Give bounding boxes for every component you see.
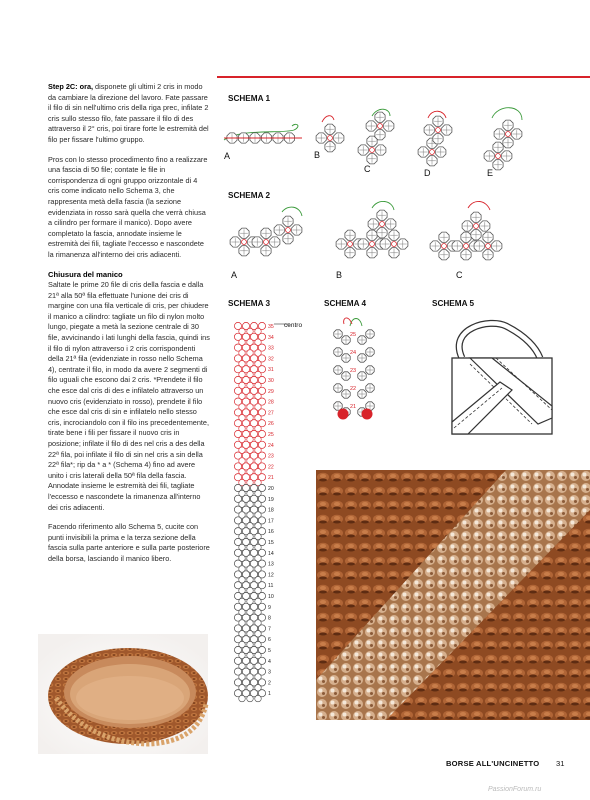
schema-4-red-bead — [362, 409, 373, 420]
bead — [366, 366, 374, 374]
schema-3-row-label: 1 — [268, 691, 271, 698]
bead — [461, 232, 471, 242]
bead — [376, 145, 386, 155]
thread-line — [468, 201, 490, 210]
schema-3-row-label: 35 — [268, 324, 274, 330]
step-label: Step 2C: — [48, 82, 78, 91]
bead — [358, 145, 368, 155]
bead — [230, 237, 240, 247]
schema-3-row-label: 10 — [268, 594, 274, 600]
bead — [358, 239, 368, 249]
paragraph-continue: Pros con lo stesso procedimento fino a realizzare una fascia di 50 file; contate le file in corrispondenza di ogni gruppo orizzontale di 4 cris come indicato nello Schema 3, che rappresenta metà della fascia (la sezione evidenziata in rosso sarà quella che verrà chiusa a cilindro per formare il manico). Dopo avere completato la fascia, annodate insieme le estremità dei fili, tagliate l'eccesso e nascondete la rimanenza all'interno dei cris adiacenti. — [48, 154, 208, 259]
schema-3-row-label: 12 — [268, 572, 274, 579]
bead — [325, 142, 335, 152]
bead — [358, 372, 366, 380]
schema-3-row-label: 19 — [268, 496, 274, 503]
bead — [483, 232, 493, 242]
bead — [358, 354, 366, 362]
bead — [366, 348, 374, 356]
bead — [367, 230, 377, 240]
bead — [375, 112, 385, 122]
magazine-title: BORSE ALL'UNCINETTO — [446, 759, 540, 768]
bead — [424, 125, 434, 135]
schema-3-row-label: 33 — [268, 345, 274, 352]
bead — [430, 241, 440, 251]
schema-2-title: SCHEMA 2 — [228, 191, 271, 200]
schema-4-diagram — [330, 320, 390, 430]
bead — [367, 154, 377, 164]
schema-3-row-label: 28 — [268, 399, 274, 406]
bead — [283, 234, 293, 244]
bead — [366, 384, 374, 392]
paragraph-handle: Saltate le prime 20 file di cris della fascia e dalla 21ª alla 50ª fila effettuate l'unione dei cris di margine con una fila verticale di cris, per chiudere il manico a cilindro: tagliate un filo di nylon molto lungo, piegate a metà la sezione centrale di 30 file, avvicinando i lati lunghi della fascia, quindi ins il filo di nylon attraverso i 2 cris corrispondenti della 21ª fila (evidenziate in rosso nello Schema 4), centrate il filo, in modo da avere 2 segmenti di filo uguali che escono dai 2 cris. *Prendete il filo che esce dal cris di des e infilatelo attraverso un nuovo cris (evidenziato in rosso), prendete il filo che esce dal cris di sin e infilatelo nello stesso cris, incrociandolo con il filo ins precedentemente, tirate bene i fili per fissare il nuovo cris in posizione; infilate il filo di des nel cris a des della 22ª fila, poi infilate il filo di sin nel cris a sin della 22ª fila*; rip da * a * (Schema 4) fino ad avere unito i cris laterali della 50ª fila della fascia. Annodate insieme le estremità dei fili, tagliate l'eccesso e nascondete la rimanenza all'interno dei cris adiacenti. — [48, 280, 210, 512]
bead — [494, 129, 504, 139]
schema-3-row-label: 15 — [268, 540, 274, 546]
schema-3-row-label: 29 — [268, 388, 274, 395]
schema-3-row-label: 26 — [268, 421, 274, 428]
watermark: PassionForum.ru — [488, 786, 542, 793]
bead — [283, 216, 293, 226]
schema-1-label-b: B — [314, 150, 321, 160]
bead — [461, 250, 471, 260]
schema-3-row-label: 20 — [268, 486, 274, 492]
bead — [358, 336, 366, 344]
bead — [433, 134, 443, 144]
schema-3-row-label: 30 — [268, 378, 274, 384]
bead — [439, 250, 449, 260]
bead — [252, 237, 262, 247]
bead — [345, 230, 355, 240]
bead — [493, 142, 503, 152]
bead — [336, 239, 346, 249]
page-number: 31 — [556, 759, 565, 768]
schema-3-row-label: 16 — [268, 529, 274, 536]
bead — [368, 219, 378, 229]
schema-3-bead — [255, 695, 261, 701]
schema-1-label-c: C — [364, 164, 371, 174]
schema-1-title: SCHEMA 1 — [228, 94, 271, 103]
schema-2-label-c: C — [456, 270, 463, 280]
bead — [274, 225, 284, 235]
step-2c-text: disponete gli ultimi 2 cris in modo da cambiare la direzione del lavoro. Fate passare il filo di sin nell'ultimo cris della riga prec, infilate 2 cris sullo stesso filo, fate passare il filo di des attraverso il 2° cris, poi tirare forte le estremità del filo per fissare l'ultimo gruppo. — [48, 82, 209, 144]
schema-3-row-label: 2 — [268, 680, 271, 687]
schema-3-row-label: 34 — [268, 334, 274, 341]
bead — [436, 147, 446, 157]
bead — [358, 390, 366, 398]
schema-3-bead — [239, 695, 245, 701]
bead — [389, 248, 399, 258]
top-divider — [217, 76, 590, 78]
schema-3-row-label: 18 — [268, 507, 274, 514]
bead — [503, 120, 513, 130]
bead — [492, 241, 502, 251]
bead — [342, 390, 350, 398]
schema-4-row-label: 22 — [350, 386, 357, 392]
schema-3-row-label: 14 — [268, 550, 274, 557]
bead — [377, 228, 387, 238]
paragraph-step-2c — [48, 82, 210, 146]
schema-4-row-label: 23 — [350, 368, 357, 374]
bead — [442, 125, 452, 135]
bead — [261, 228, 271, 238]
bag-handle-inner — [459, 323, 540, 358]
bead — [342, 336, 350, 344]
schema-3-row-label: 5 — [268, 648, 271, 654]
bead — [316, 133, 326, 143]
bead — [334, 384, 342, 392]
bead — [386, 219, 396, 229]
schema-3-row-label: 23 — [268, 453, 274, 460]
thread-line — [492, 108, 522, 120]
step-word: ora, — [79, 82, 94, 91]
schema-3-row-label: 13 — [268, 561, 274, 568]
bead — [270, 237, 280, 247]
bead — [512, 129, 522, 139]
schema-4-row-label: 21 — [350, 404, 357, 410]
schema-5-diagram — [440, 318, 570, 438]
bead — [380, 239, 390, 249]
bead — [342, 372, 350, 380]
bead — [345, 248, 355, 258]
bead — [483, 250, 493, 260]
bead — [418, 147, 428, 157]
bead — [433, 116, 443, 126]
bead — [334, 133, 344, 143]
schema-3-row-label: 17 — [268, 518, 274, 525]
bead-detail-photo — [316, 470, 590, 720]
schema-2-label-a: A — [231, 270, 238, 280]
schema-3-row-label: 8 — [268, 615, 271, 622]
schema-3-row-label: 9 — [268, 604, 271, 611]
schema-2-label-b: B — [336, 270, 343, 280]
schema-3-row-label: 27 — [268, 410, 274, 417]
bead — [439, 232, 449, 242]
schema-3-row-label: 3 — [268, 669, 271, 676]
instructions-column — [48, 82, 210, 574]
schema-4-red-bead — [338, 409, 349, 420]
bead — [239, 228, 249, 238]
schema-3-row-label: 22 — [268, 464, 274, 471]
schema-1-label-e: E — [487, 168, 494, 178]
handle-heading: Chiusura del manico — [48, 269, 123, 279]
schema-3-diagram — [234, 318, 314, 698]
schema-3-bead — [247, 695, 253, 701]
bead — [334, 330, 342, 338]
bead — [261, 246, 271, 256]
schema-3-row-label: 21 — [268, 475, 274, 482]
schema-3-row-label: 24 — [268, 442, 274, 449]
schema-2-diagram — [222, 202, 582, 282]
schema-3-row-label: 31 — [268, 367, 274, 374]
bead — [471, 230, 481, 240]
paragraph-schema5: Facendo riferimento allo Schema 5, cucite con punti invisibili la prima e la terza sezione della fascia sulla parte anteriore e sulla parte posteriore della borsa, lasciando il manico libero. — [48, 522, 210, 563]
bead — [384, 121, 394, 131]
schema-3-row-label: 25 — [268, 432, 274, 438]
bead — [377, 210, 387, 220]
thread-line — [372, 201, 394, 210]
thread-line — [322, 116, 334, 122]
bead — [398, 239, 408, 249]
schema-1-label-d: D — [424, 168, 431, 178]
schema-3-row-label: 7 — [268, 626, 271, 633]
schema-3-row-label: 4 — [268, 658, 271, 665]
bead — [462, 221, 472, 231]
bead — [366, 121, 376, 131]
schema-3-row-label: 32 — [268, 356, 274, 363]
bag-photo — [38, 634, 208, 754]
bead — [239, 246, 249, 256]
schema-1-label-a: A — [224, 151, 231, 161]
bead — [452, 241, 462, 251]
bead — [292, 225, 302, 235]
bead — [325, 124, 335, 134]
schema-5-title: SCHEMA 5 — [432, 299, 475, 308]
bead — [367, 248, 377, 258]
schema-4-title: SCHEMA 4 — [324, 299, 367, 308]
schema-3-row-label: 6 — [268, 637, 271, 644]
bead — [484, 151, 494, 161]
schema-1-diagram — [222, 108, 582, 188]
bead — [334, 348, 342, 356]
bead — [471, 212, 481, 222]
bead — [502, 151, 512, 161]
bead — [334, 366, 342, 374]
bead — [493, 160, 503, 170]
bead — [427, 156, 437, 166]
thread-line — [350, 319, 362, 327]
bead — [480, 221, 490, 231]
schema-4-row-label: 25 — [350, 332, 357, 338]
schema-4-row-label: 24 — [350, 350, 357, 356]
bead — [474, 241, 484, 251]
schema-3-centro: centro — [284, 322, 303, 329]
bead — [342, 354, 350, 362]
bead — [389, 230, 399, 240]
schema-3-title: SCHEMA 3 — [228, 299, 271, 308]
bead — [375, 130, 385, 140]
schema-3-row-label: 11 — [268, 583, 274, 590]
bead — [503, 138, 513, 148]
thread-line — [282, 207, 302, 216]
bead — [366, 330, 374, 338]
